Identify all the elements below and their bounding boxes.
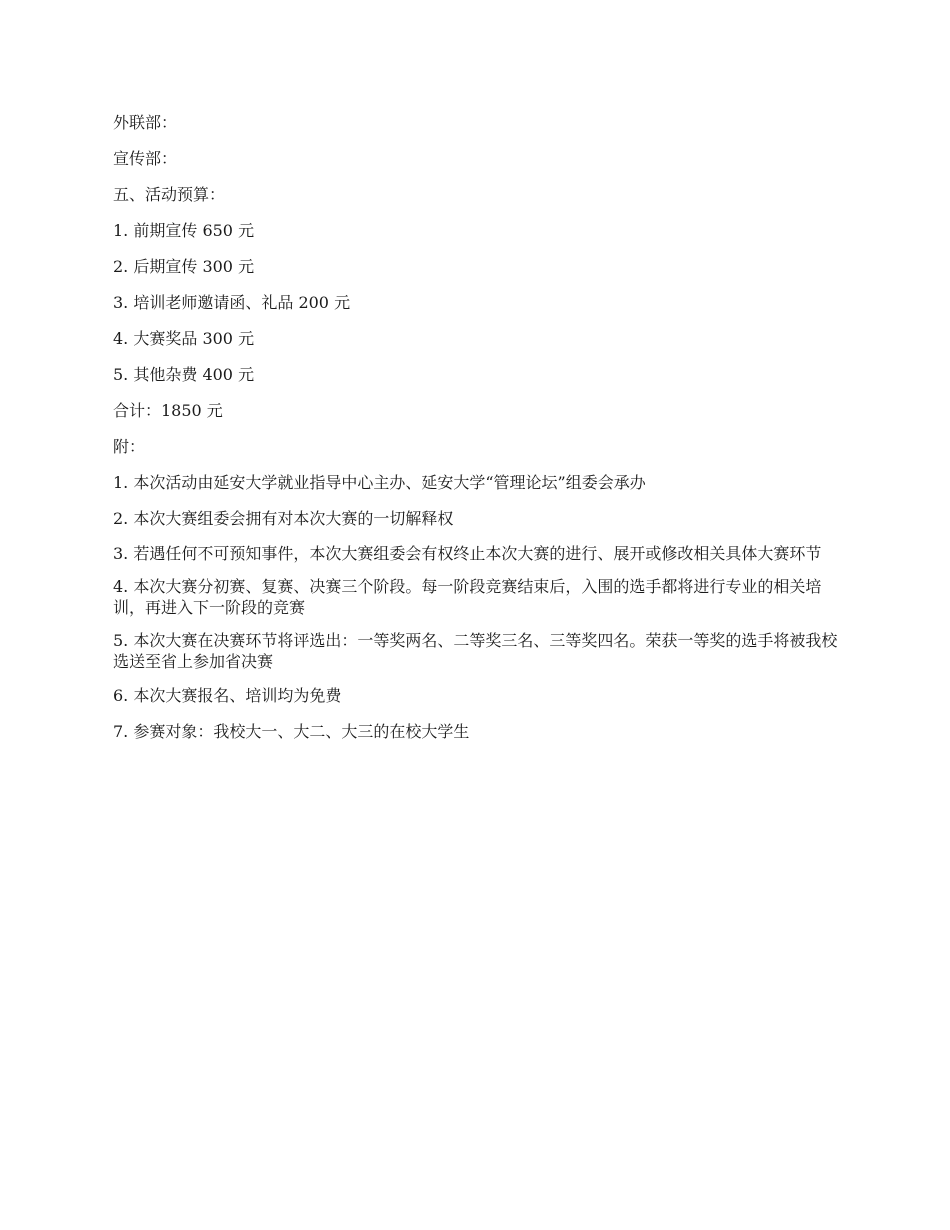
appendix-item-2: 2. 本次大赛组委会拥有对本次大赛的一切解释权 xyxy=(113,509,454,528)
dept-external: 外联部： xyxy=(113,113,178,132)
budget-heading: 五、活动预算： xyxy=(113,185,226,204)
appendix-item-7: 7. 参赛对象：我校大一、大二、大三的在校大学生 xyxy=(113,722,470,741)
budget-total: 合计：1850 元 xyxy=(113,401,223,420)
document-page xyxy=(113,111,840,756)
appendix-item-6: 6. 本次大赛报名、培训均为免费 xyxy=(113,686,342,705)
appendix-heading: 附： xyxy=(113,437,146,456)
budget-item-5: 5. 其他杂费 400 元 xyxy=(113,365,255,384)
budget-item-3: 3. 培训老师邀请函、礼品 200 元 xyxy=(113,293,351,312)
appendix-item-3: 3. 若遇任何不可预知事件，本次大赛组委会有权终止本次大赛的进行、展开或修改相关具体大赛环节 xyxy=(113,544,822,563)
budget-item-1: 1. 前期宣传 650 元 xyxy=(113,221,255,240)
dept-publicity: 宣传部： xyxy=(113,149,178,168)
appendix-item-5: 5. 本次大赛在决赛环节将评选出：一等奖两名、二等奖三名、三等奖四名。荣获一等奖的选手将被我校选送至省上参加省决赛 xyxy=(113,631,838,671)
budget-item-2: 2. 后期宣传 300 元 xyxy=(113,257,255,276)
appendix-item-1: 1. 本次活动由延安大学就业指导中心主办、延安大学“管理论坛”组委会承办 xyxy=(113,473,646,492)
budget-item-4: 4. 大赛奖品 300 元 xyxy=(113,329,255,348)
appendix-item-4: 4. 本次大赛分初赛、复赛、决赛三个阶段。每一阶段竞赛结束后，入围的选手都将进行专业的相关培训，再进入下一阶段的竞赛 xyxy=(113,577,822,617)
